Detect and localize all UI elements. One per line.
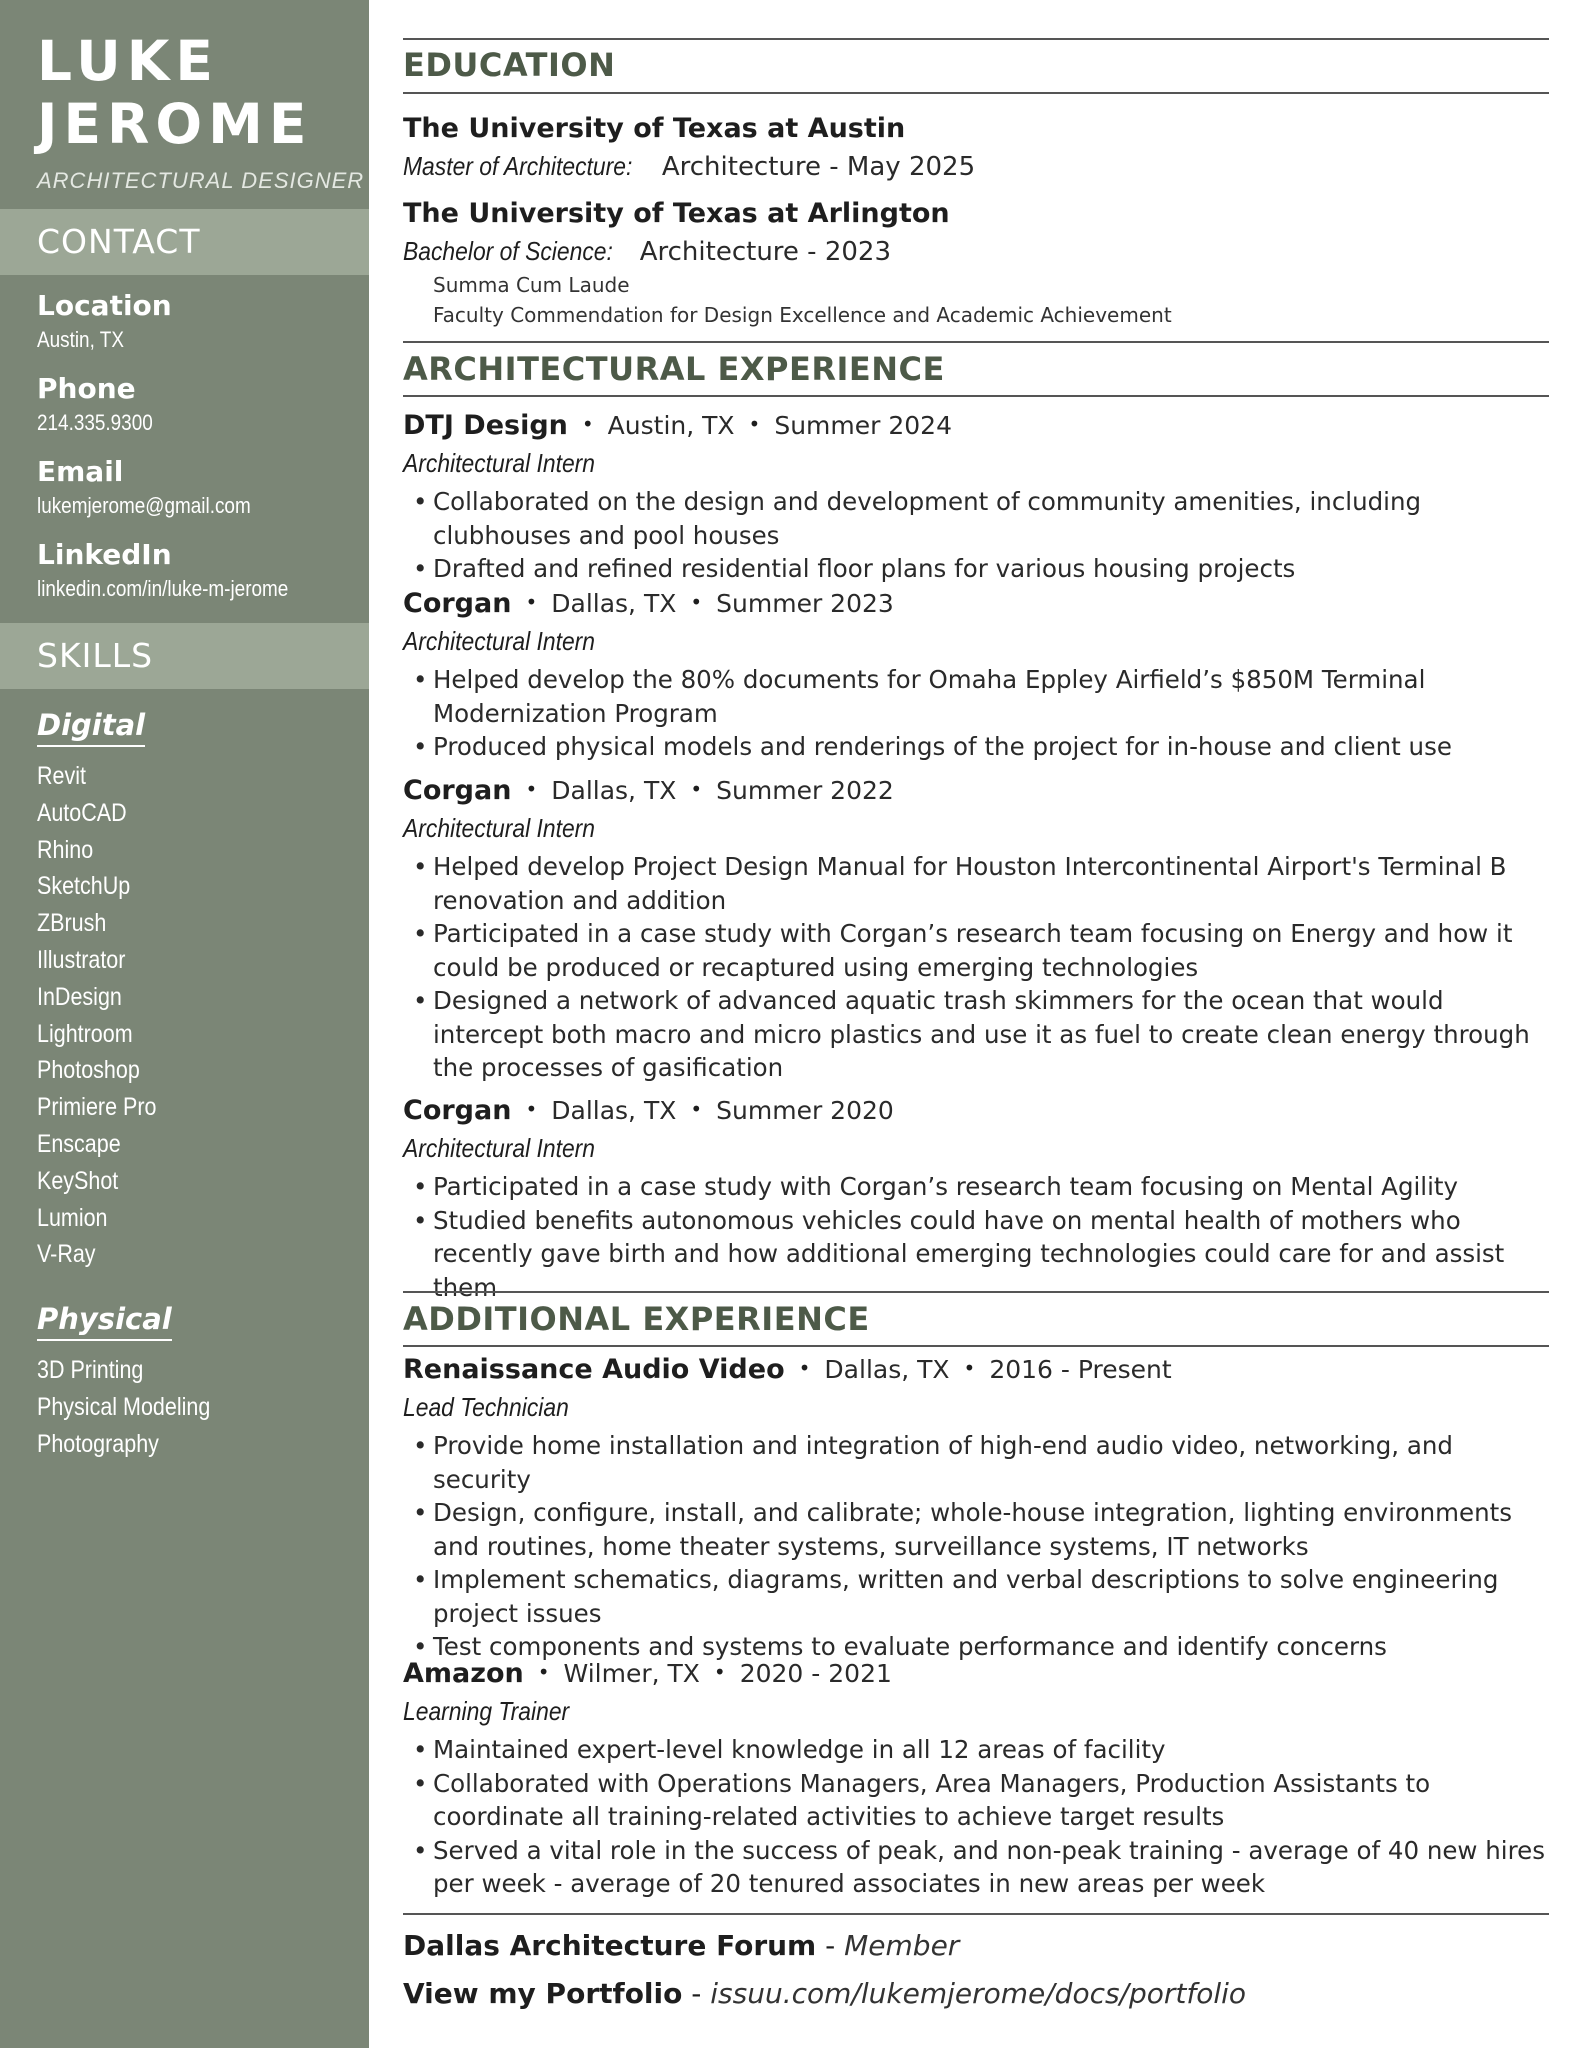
job-bullets xyxy=(411,1429,1551,1664)
skill-item: Lumion xyxy=(37,1203,108,1232)
employer-name: Corgan xyxy=(403,588,512,619)
job-header: Corgan • Dallas, TX • Summer 2023 xyxy=(403,588,894,619)
job-date: Summer 2024 xyxy=(774,411,952,440)
job-header: Corgan • Dallas, TX • Summer 2022 xyxy=(403,775,894,806)
bullet-item: • Produced physical models and renderings of the project for in-house and client use xyxy=(411,730,1551,764)
bullet-item: • Provide home installation and integration of high-end audio video, networking, and security xyxy=(411,1429,1551,1496)
skill-item: Revit xyxy=(37,762,86,790)
divider xyxy=(403,1345,1549,1347)
job-title: ARCHITECTURAL DESIGNER xyxy=(37,168,365,193)
bullet-item: • Design, configure, install, and calibrate; whole-house integration, lighting environments and routines, home theater systems, surveillance systems, IT networks xyxy=(411,1496,1551,1563)
linkedin-link[interactable]: linkedin.com/in/luke-m-jerome xyxy=(37,576,289,601)
school-name: The University of Texas at Austin xyxy=(403,113,906,144)
divider xyxy=(403,1913,1549,1915)
job-role: Architectural Intern xyxy=(403,626,596,656)
job-location: Dallas, TX xyxy=(824,1355,950,1384)
location-value: Austin, TX xyxy=(37,327,124,352)
bullet-item: • Test components and systems to evaluate performance and identify concerns xyxy=(411,1630,1551,1664)
phone-label: Phone xyxy=(37,372,136,405)
bullet-item: • Participated in a case study with Corgan’s research team focusing on Energy and how it could be produced or recaptured using emerging technologies xyxy=(411,917,1551,984)
bullet-item: • Maintained expert-level knowledge in all 12 areas of facility xyxy=(411,1733,1551,1767)
portfolio-line: View my Portfolio - issuu.com/lukemjerome/docs/portfolio xyxy=(403,1977,1247,2010)
job-bullets xyxy=(411,663,1551,764)
job-date: 2020 - 2021 xyxy=(739,1659,892,1688)
employer-name: Corgan xyxy=(403,775,512,806)
job-date: Summer 2023 xyxy=(716,589,894,618)
honor-item: Summa Cum Laude xyxy=(433,273,630,297)
email-link[interactable]: lukemjerome@gmail.com xyxy=(37,493,251,518)
honor-item: Faculty Commendation for Design Excellence and Academic Achievement xyxy=(433,303,1172,327)
degree-detail: Architecture - 2023 xyxy=(639,237,891,267)
job-header: Amazon • Wilmer, TX • 2020 - 2021 xyxy=(403,1658,892,1689)
education-heading: EDUCATION xyxy=(403,46,616,84)
skill-item: Physical Modeling xyxy=(37,1392,211,1421)
forum-role: Member xyxy=(844,1929,960,1962)
bullet-item: • Drafted and refined residential floor plans for various housing projects xyxy=(411,552,1551,586)
job-location: Dallas, TX xyxy=(551,589,677,618)
employer-name: Renaissance Audio Video xyxy=(403,1354,785,1385)
job-role: Learning Trainer xyxy=(403,1696,570,1726)
employer-name: DTJ Design xyxy=(403,410,568,441)
skill-item: Illustrator xyxy=(37,945,126,974)
job-role: Architectural Intern xyxy=(403,1133,596,1163)
skill-item: Lightroom xyxy=(37,1019,133,1048)
job-role: Architectural Intern xyxy=(403,813,596,843)
portfolio-link[interactable]: issuu.com/lukemjerome/docs/portfolio xyxy=(710,1977,1247,2010)
job-bullets xyxy=(411,1733,1551,1901)
last-name: JEROME xyxy=(37,92,313,156)
skill-item: ZBrush xyxy=(37,909,107,938)
bullet-item: • Designed a network of advanced aquatic trash skimmers for the ocean that would intercept both macro and micro plastics and use it as fuel to create clean energy through the processes of gasification xyxy=(411,984,1551,1085)
job-date: Summer 2020 xyxy=(716,1096,894,1125)
linkedin-label: LinkedIn xyxy=(37,538,172,571)
skill-item: KeyShot xyxy=(37,1166,119,1195)
job-header: Corgan • Dallas, TX • Summer 2020 xyxy=(403,1095,894,1126)
skills-heading: SKILLS xyxy=(37,636,154,675)
degree-line xyxy=(403,151,975,182)
additional-experience-heading: ADDITIONAL EXPERIENCE xyxy=(403,1300,870,1338)
forum-membership: Dallas Architecture Forum - Member xyxy=(403,1929,960,1962)
bullet-item: • Helped develop Project Design Manual for Houston Intercontinental Airport's Terminal B renovation and addition xyxy=(411,850,1551,917)
sidebar xyxy=(0,0,369,2048)
job-location: Austin, TX xyxy=(607,411,735,440)
degree-type: Master of Architecture: xyxy=(403,151,633,181)
skill-item: Enscape xyxy=(37,1129,121,1158)
email-label: Email xyxy=(37,455,124,488)
skill-item: Primiere Pro xyxy=(37,1093,157,1122)
skill-group-physical: Physical xyxy=(37,1302,172,1341)
job-bullets xyxy=(411,485,1551,586)
job-location: Dallas, TX xyxy=(551,776,677,805)
job-bullets xyxy=(411,1170,1551,1304)
job-role: Architectural Intern xyxy=(403,448,596,478)
bullet-item: • Served a vital role in the success of peak, and non-peak training - average of 40 new hires per week - average of 20 tenured associates in new areas per week xyxy=(411,1834,1551,1901)
divider xyxy=(403,341,1549,343)
divider xyxy=(403,38,1549,40)
job-date: 2016 - Present xyxy=(989,1355,1172,1384)
arch-experience-heading: ARCHITECTURAL EXPERIENCE xyxy=(403,350,945,388)
first-name: LUKE xyxy=(37,29,219,93)
job-location: Wilmer, TX xyxy=(563,1659,700,1688)
skill-item: InDesign xyxy=(37,982,122,1011)
employer-name: Corgan xyxy=(403,1095,512,1126)
skill-item: Photoshop xyxy=(37,1056,140,1085)
skill-item: 3D Printing xyxy=(37,1356,144,1384)
bullet-item: • Collaborated with Operations Managers, Area Managers, Production Assistants to coordinate all training-related activities to achieve target results xyxy=(411,1767,1551,1834)
job-date: Summer 2022 xyxy=(716,776,894,805)
contact-heading: CONTACT xyxy=(37,222,201,261)
candidate-name xyxy=(37,30,312,156)
skill-item: SketchUp xyxy=(37,872,131,901)
skill-item: AutoCAD xyxy=(37,798,127,827)
skill-item: V-Ray xyxy=(37,1240,96,1269)
skill-item: Rhino xyxy=(37,835,94,864)
bullet-item: • Helped develop the 80% documents for Omaha Eppley Airfield’s $850M Terminal Modernization Program xyxy=(411,663,1551,730)
degree-type: Bachelor of Science: xyxy=(403,236,613,266)
phone-value[interactable]: 214.335.9300 xyxy=(37,410,153,435)
portfolio-label: View my Portfolio xyxy=(403,1977,683,2010)
school-name: The University of Texas at Arlington xyxy=(403,198,950,229)
physical-skill-list xyxy=(37,1352,239,1462)
job-location: Dallas, TX xyxy=(551,1096,677,1125)
location-label: Location xyxy=(37,289,172,322)
bullet-item: • Participated in a case study with Corgan’s research team focusing on Mental Agility xyxy=(411,1170,1551,1204)
degree-detail: Architecture - May 2025 xyxy=(661,152,976,182)
job-header: DTJ Design • Austin, TX • Summer 2024 xyxy=(403,410,952,441)
bullet-item: • Studied benefits autonomous vehicles could have on mental health of mothers who recently gave birth and how additional emerging technologies could care for and assist them xyxy=(411,1204,1551,1305)
contact-heading-band xyxy=(0,209,369,275)
skills-heading-band xyxy=(0,623,369,689)
divider xyxy=(403,1291,1549,1293)
job-bullets xyxy=(411,850,1551,1085)
divider xyxy=(403,395,1549,397)
skill-group-digital: Digital xyxy=(37,708,145,747)
forum-name: Dallas Architecture Forum xyxy=(403,1929,817,1962)
job-role: Lead Technician xyxy=(403,1392,569,1422)
bullet-item: • Implement schematics, diagrams, written and verbal descriptions to solve engineering project issues xyxy=(411,1563,1551,1630)
digital-skill-list xyxy=(37,758,176,1273)
divider xyxy=(403,92,1549,94)
bullet-item: • Collaborated on the design and development of community amenities, including clubhouses and pool houses xyxy=(411,485,1551,552)
skill-item: Photography xyxy=(37,1429,159,1458)
employer-name: Amazon xyxy=(403,1658,524,1689)
degree-line xyxy=(403,236,891,267)
main-content xyxy=(403,0,1549,2048)
job-header: Renaissance Audio Video • Dallas, TX • 2016 - Present xyxy=(403,1354,1172,1385)
